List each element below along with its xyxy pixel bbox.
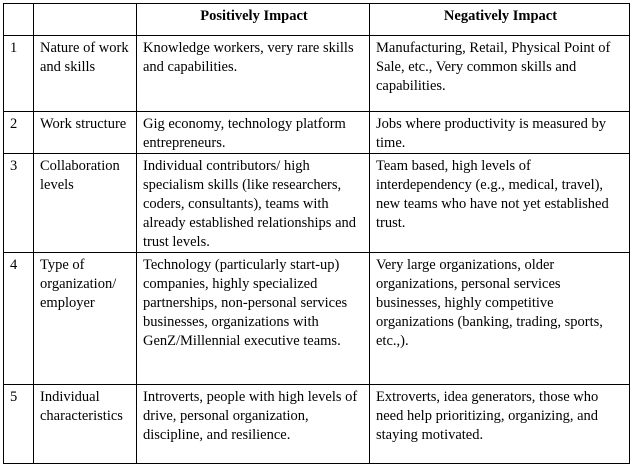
table-row: [4, 112, 630, 154]
row-factor: Work structure: [34, 112, 137, 154]
row-factor: Collaboration levels: [34, 154, 137, 253]
row-factor: Type of organization/ employer: [34, 253, 137, 385]
row-factor: Nature of work and skills: [34, 36, 137, 112]
row-negative: Manufacturing, Retail, Physical Point of Sale, etc., Very common skills and capabilities.: [370, 36, 630, 112]
header-row: [4, 4, 630, 36]
row-positive: Individual contributors/ high specialism skills (like researchers, coders, consultants), teams with already established relationships and trust levels.: [137, 154, 370, 253]
table-row: [4, 154, 630, 253]
header-cell-number: [4, 4, 34, 36]
row-negative: Very large organizations, older organizations, personal services businesses, highly competitive organizations (banking, trading, sports, etc.,).: [370, 253, 630, 385]
row-negative: Extroverts, idea generators, those who need help prioritizing, organizing, and staying motivated.: [370, 385, 630, 464]
table-row: [4, 36, 630, 112]
row-number: 2: [4, 112, 34, 154]
table-row: [4, 253, 630, 385]
row-factor: Individual characteristics: [34, 385, 137, 464]
row-number: 3: [4, 154, 34, 253]
row-positive: Gig economy, technology platform entrepreneurs.: [137, 112, 370, 154]
header-cell-negative: Negatively Impact: [370, 4, 630, 36]
row-positive: Knowledge workers, very rare skills and capabilities.: [137, 36, 370, 112]
row-number: 1: [4, 36, 34, 112]
header-cell-factor: [34, 4, 137, 36]
row-positive: Introverts, people with high levels of drive, personal organization, discipline, and resilience.: [137, 385, 370, 464]
row-negative: Jobs where productivity is measured by time.: [370, 112, 630, 154]
row-positive: Technology (particularly start-up) companies, highly specialized partnerships, non-personal services businesses, organizations with GenZ/Millennial executive teams.: [137, 253, 370, 385]
header-cell-positive: Positively Impact: [137, 4, 370, 36]
row-number: 4: [4, 253, 34, 385]
row-negative: Team based, high levels of interdependency (e.g., medical, travel), new teams who have not yet established trust.: [370, 154, 630, 253]
impact-table: [3, 3, 630, 464]
row-number: 5: [4, 385, 34, 464]
